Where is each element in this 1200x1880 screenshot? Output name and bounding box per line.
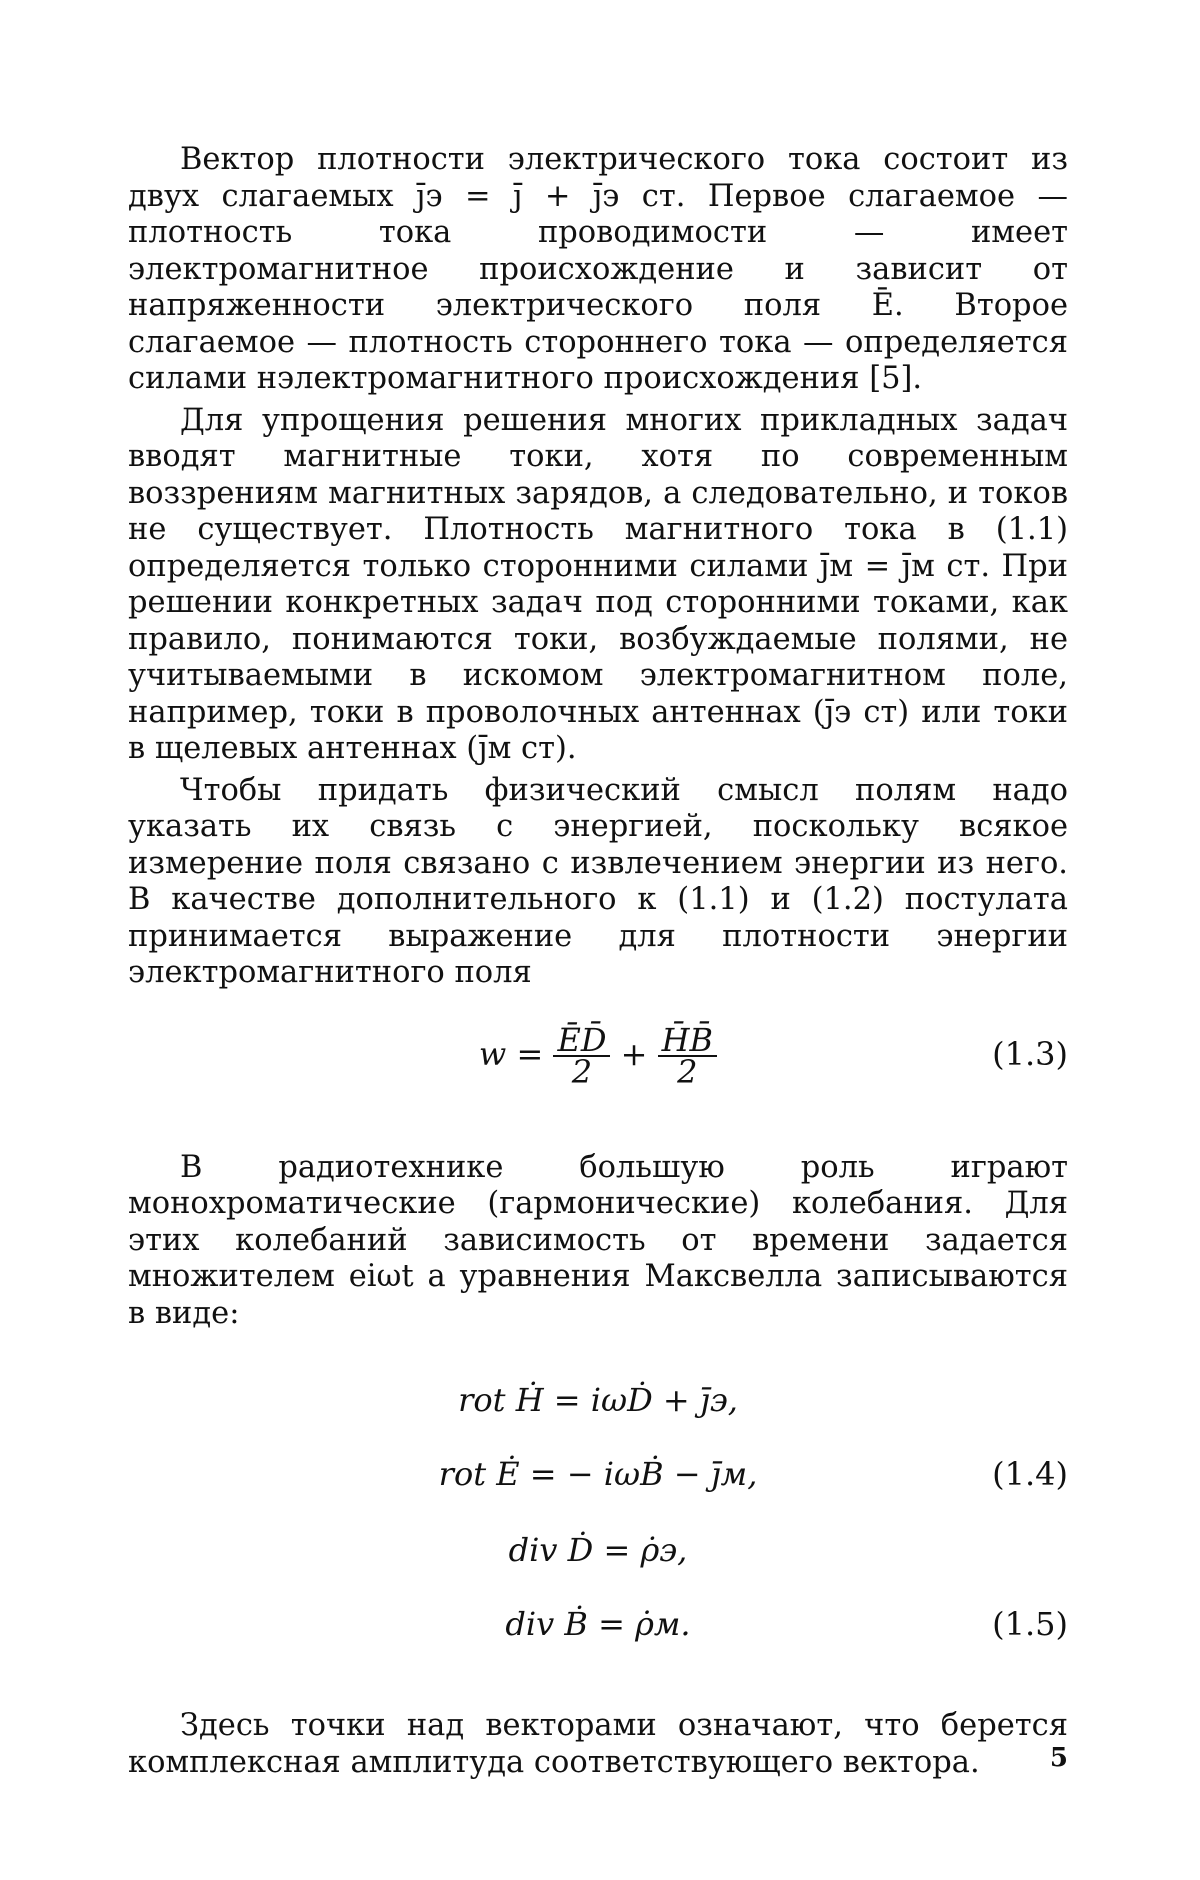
equations-maxwell [128, 1368, 1068, 1668]
paragraph-magnetic-currents: Для упрощения решения многих прикладных задач вводят магнитные токи, хотя по современным воззрениям магнитных зарядов, а следовательно, и токов не существует. Плотность магнитного тока в (1.1) определяется только сторонними силами j̄м = j̄м ст. При решении конкретных задач под сторонними токами, как правило, понимаются токи, возбуждаемые полями, не учитываемыми в искомом электромагнитном поле, например, токи в проволочных антеннах (j̄э ст) или токи в щелевых антеннах (j̄м ст). [128, 402, 1068, 766]
paragraph-energy-postulate: Чтобы придать физический смысл полям надо указать их связь с энергией, поскольку всякое измерение поля связано с извлечением энергии из него. В качестве дополнительного к (1.1) и (1.2) постулата принимается выражение для плотности энергии электромагнитного поля [128, 772, 1068, 990]
page-number: 5 [1049, 1743, 1068, 1773]
equation-number-1-4: (1.4) [992, 1455, 1068, 1493]
equation-1-3 [128, 1014, 1068, 1094]
eq13-frac2-numerator: H̄B̄ [658, 1025, 717, 1057]
eq13-lhs: w = [478, 1034, 544, 1073]
paragraph-dots-explanation: Здесь точки над векторами означают, что берется комплексная амплитуда соответствующего вектора. [128, 1708, 1068, 1780]
page [128, 142, 1068, 1842]
eq13-frac1-numerator: ĒD̄ [553, 1025, 610, 1057]
equation-rot-e: rot Ė = − iωḂ − j̄м, [438, 1455, 758, 1493]
equation-number-1-5: (1.5) [992, 1605, 1068, 1643]
equation-div-b: div Ḃ = ρ̇м. [505, 1605, 691, 1643]
eq13-fraction-2 [658, 1021, 717, 1091]
eq13-frac1-denominator: 2 [571, 1053, 593, 1091]
eq13-plus: + [620, 1034, 648, 1073]
eq13-fraction-1 [553, 1021, 610, 1091]
equation-1-3-formula [128, 1014, 1068, 1094]
equation-number-1-3: (1.3) [992, 1034, 1068, 1073]
equation-div-d: div Ḋ = ρ̇э, [508, 1531, 688, 1569]
eq13-frac2-denominator: 2 [677, 1053, 698, 1091]
equation-rot-h: rot Ḣ = iωḊ + j̄э, [458, 1381, 738, 1419]
paragraph-current-density: Вектор плотности электрического тока состоит из двух слагаемых j̄э = j̄ + j̄э ст. Первое слагаемое — плотность тока проводимости — имеет электромагнитное происхождение и зависит от напряженности электрического поля Ē. Второе слагаемое — плотность стороннего тока — определяется силами нэлектромагнитного происхождения [5]. [128, 142, 1068, 396]
paragraph-monochromatic: В радиотехнике большую роль играют монохроматические (гармонические) колебания. Для этих колебаний зависимость от времени задается множителем eiωt а уравнения Максвелла записываются в виде: [128, 1149, 1068, 1331]
